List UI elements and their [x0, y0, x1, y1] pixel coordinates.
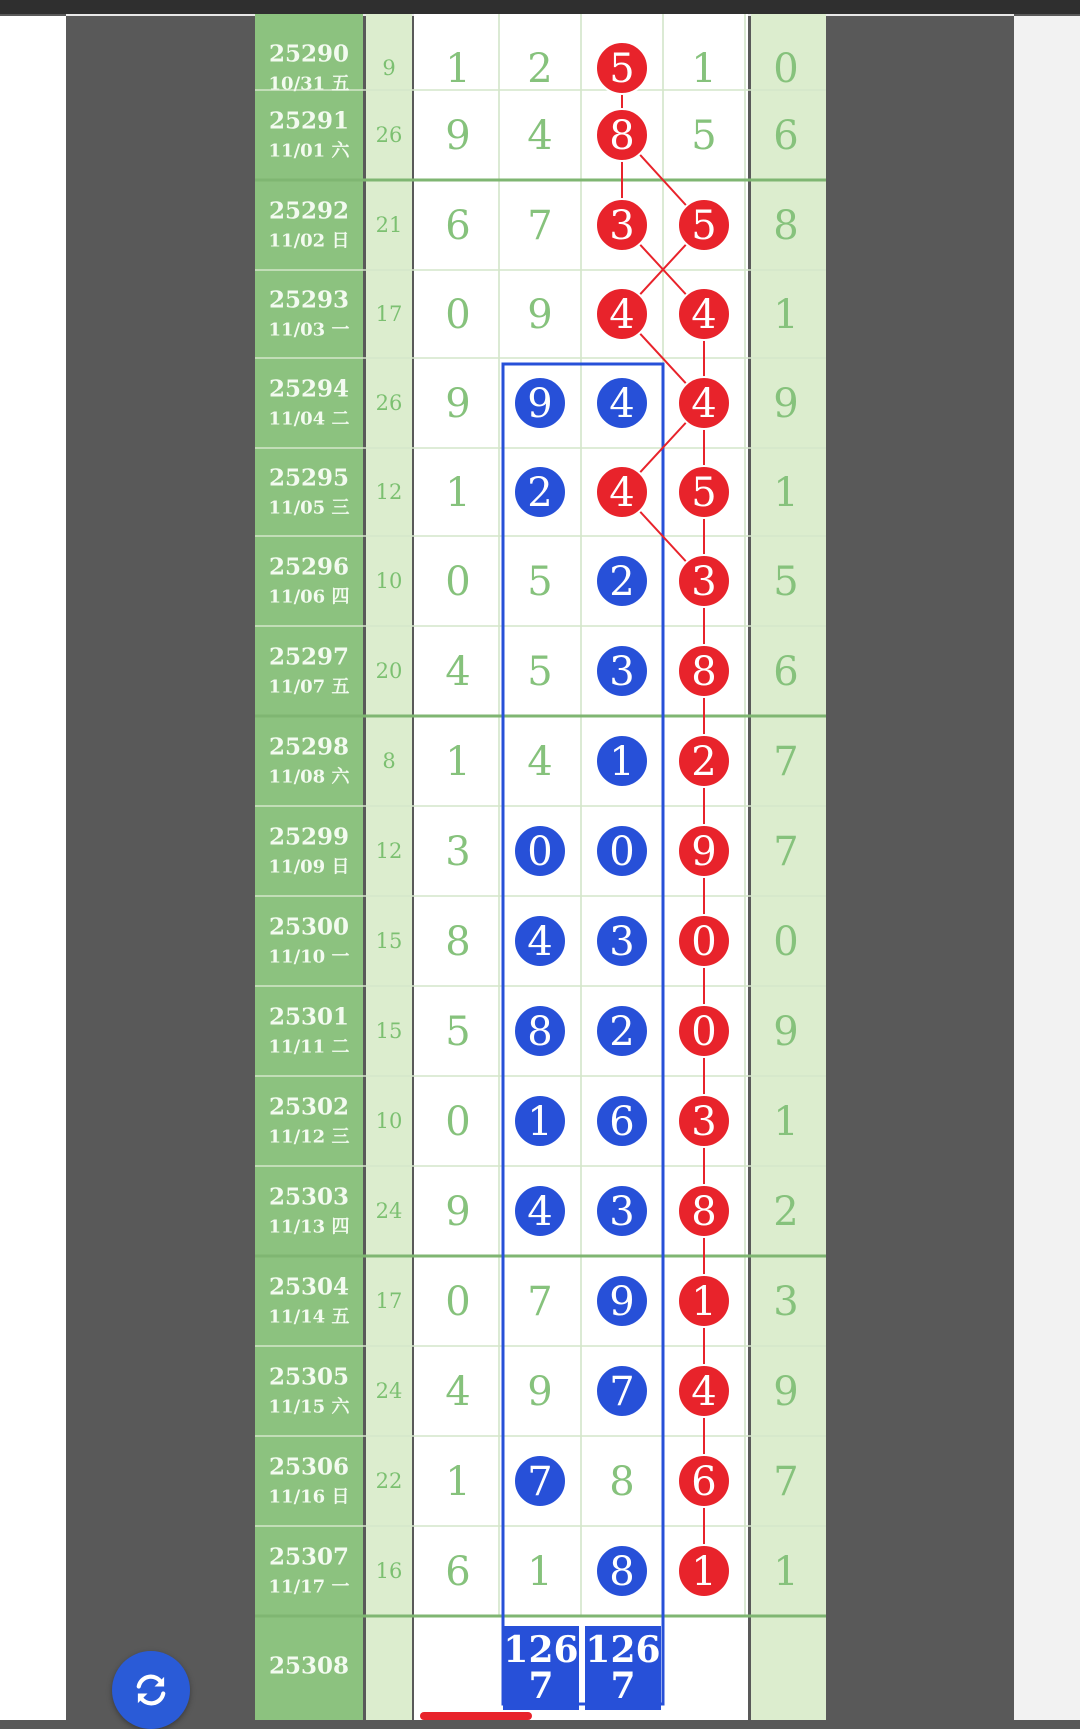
digit: 2 — [773, 1189, 799, 1235]
issue-date: 11/05 三 — [268, 497, 350, 519]
digit: 0 — [773, 46, 799, 92]
digit: 0 — [445, 559, 471, 605]
issue-number: 25295 — [268, 464, 350, 492]
blue-ball-digit: 4 — [609, 381, 635, 427]
forecast-col2-line2: 7 — [610, 1665, 636, 1707]
digit: 6 — [445, 203, 471, 249]
blue-ball-digit: 9 — [527, 381, 553, 427]
digit: 0 — [445, 1279, 471, 1325]
issue-date: 11/03 一 — [268, 319, 350, 341]
issue-date: 11/08 六 — [268, 766, 350, 788]
digit: 9 — [773, 1369, 799, 1415]
digit: 1 — [691, 46, 717, 92]
refresh-icon — [130, 1669, 172, 1711]
digit: 5 — [445, 1009, 471, 1055]
red-ball-digit: 3 — [691, 559, 717, 605]
issue-date: 11/13 四 — [268, 1216, 350, 1238]
blue-ball-digit: 1 — [609, 739, 635, 785]
red-ball-digit: 1 — [691, 1549, 717, 1595]
red-ball-digit: 5 — [609, 46, 635, 92]
sum-value: 12 — [375, 839, 403, 863]
red-ball-digit: 8 — [609, 113, 635, 159]
red-ball-digit: 3 — [691, 1099, 717, 1145]
issue-number: 25291 — [268, 107, 350, 135]
forecast-col2-line1: 126 — [585, 1629, 661, 1671]
issue-date: 11/11 二 — [268, 1036, 350, 1058]
blue-ball-digit: 2 — [609, 1009, 635, 1055]
sum-value: 22 — [375, 1469, 403, 1493]
red-ball-digit: 1 — [691, 1279, 717, 1325]
digit: 7 — [527, 203, 553, 249]
digit: 6 — [773, 113, 799, 159]
red-ball-digit: 2 — [691, 739, 717, 785]
digit: 1 — [445, 46, 471, 92]
sum-value: 20 — [375, 659, 403, 683]
digit: 5 — [773, 559, 799, 605]
blue-ball-digit: 7 — [527, 1459, 553, 1505]
red-ball-digit: 5 — [691, 470, 717, 516]
red-ball-digit: 0 — [691, 1009, 717, 1055]
digit: 5 — [527, 559, 553, 605]
digit: 4 — [527, 739, 553, 785]
digit: 1 — [773, 292, 799, 338]
issue-number: 25293 — [268, 286, 350, 314]
sum-value: 15 — [375, 929, 403, 953]
issue-date: 11/17 一 — [268, 1576, 350, 1598]
digit: 9 — [773, 1009, 799, 1055]
issue-date: 11/02 日 — [268, 230, 350, 252]
sum-value: 8 — [382, 749, 396, 773]
digit: 8 — [445, 919, 471, 965]
red-ball-digit: 9 — [691, 829, 717, 875]
forecast-issue-number: 25308 — [268, 1652, 350, 1680]
digit: 8 — [773, 203, 799, 249]
digit: 1 — [773, 1549, 799, 1595]
red-ball-digit: 4 — [691, 381, 717, 427]
blue-ball-digit: 3 — [609, 649, 635, 695]
digit: 0 — [445, 1099, 471, 1145]
sum-value: 10 — [375, 1109, 403, 1133]
digit: 4 — [527, 113, 553, 159]
digit: 9 — [527, 1369, 553, 1415]
issue-date: 11/01 六 — [268, 140, 350, 162]
issue-number: 25296 — [268, 553, 350, 581]
digit: 3 — [445, 829, 471, 875]
sum-value: 24 — [375, 1199, 403, 1223]
sum-value: 26 — [375, 123, 403, 147]
red-ball-digit: 3 — [609, 203, 635, 249]
digit: 1 — [527, 1549, 553, 1595]
issue-number: 25290 — [268, 40, 350, 68]
blue-ball-digit: 3 — [609, 1189, 635, 1235]
sum-value: 24 — [375, 1379, 403, 1403]
issue-number: 25297 — [268, 643, 350, 671]
bottom-red-tab[interactable] — [420, 1712, 532, 1720]
digit: 1 — [445, 470, 471, 516]
blue-ball-digit: 2 — [527, 470, 553, 516]
digit: 5 — [691, 113, 717, 159]
red-ball-digit: 4 — [609, 470, 635, 516]
digit: 7 — [773, 1459, 799, 1505]
issue-number: 25301 — [268, 1003, 350, 1031]
sum-value: 17 — [375, 302, 403, 326]
sum-value: 16 — [375, 1559, 403, 1583]
digit: 9 — [773, 381, 799, 427]
sum-value: 15 — [375, 1019, 403, 1043]
digit: 3 — [773, 1279, 799, 1325]
digit: 1 — [773, 1099, 799, 1145]
digit: 1 — [445, 739, 471, 785]
issue-date: 11/15 六 — [268, 1396, 350, 1418]
issue-date: 11/16 日 — [268, 1486, 350, 1508]
digit: 4 — [445, 1369, 471, 1415]
refresh-button[interactable] — [112, 1651, 190, 1729]
digit: 9 — [445, 113, 471, 159]
blue-ball-digit: 8 — [527, 1009, 553, 1055]
digit: 7 — [773, 739, 799, 785]
issue-date: 11/12 三 — [268, 1126, 350, 1148]
blue-ball-digit: 7 — [609, 1369, 635, 1415]
sum-value: 21 — [375, 213, 403, 237]
sum-value: 10 — [375, 569, 403, 593]
issue-number: 25300 — [268, 913, 350, 941]
digit: 7 — [527, 1279, 553, 1325]
issue-number: 25298 — [268, 733, 350, 761]
issue-number: 25303 — [268, 1183, 350, 1211]
issue-date: 11/04 二 — [268, 408, 350, 430]
red-ball-digit: 4 — [691, 1369, 717, 1415]
digit: 1 — [773, 470, 799, 516]
issue-date: 11/07 五 — [268, 676, 350, 698]
sum-value: 9 — [382, 56, 396, 80]
issue-number: 25302 — [268, 1093, 350, 1121]
digit: 9 — [445, 381, 471, 427]
digit: 6 — [445, 1549, 471, 1595]
issue-number: 25299 — [268, 823, 350, 851]
blue-ball-digit: 6 — [609, 1099, 635, 1145]
blue-ball-digit: 0 — [609, 829, 635, 875]
blue-ball-digit: 4 — [527, 1189, 553, 1235]
blue-ball-digit: 9 — [609, 1279, 635, 1325]
blue-ball-digit: 2 — [609, 559, 635, 605]
issue-number: 25304 — [268, 1273, 350, 1301]
issue-number: 25305 — [268, 1363, 350, 1391]
issue-date: 11/09 日 — [268, 856, 350, 878]
digit: 5 — [527, 649, 553, 695]
issue-number: 25306 — [268, 1453, 350, 1481]
sum-value: 17 — [375, 1289, 403, 1313]
issue-date: 11/10 一 — [268, 946, 350, 968]
red-ball-digit: 0 — [691, 919, 717, 965]
digit: 1 — [445, 1459, 471, 1505]
issue-number: 25292 — [268, 197, 350, 225]
sum-value: 26 — [375, 391, 403, 415]
issue-date: 11/06 四 — [268, 586, 350, 608]
red-ball-digit: 8 — [691, 649, 717, 695]
digit: 0 — [445, 292, 471, 338]
blue-ball-digit: 1 — [527, 1099, 553, 1145]
forecast-col1-line1: 126 — [503, 1629, 579, 1671]
digit: 7 — [773, 829, 799, 875]
digit: 6 — [773, 649, 799, 695]
digit: 9 — [527, 292, 553, 338]
red-ball-digit: 5 — [691, 203, 717, 249]
blue-ball-digit: 0 — [527, 829, 553, 875]
red-ball-digit: 4 — [609, 292, 635, 338]
sum-value: 12 — [375, 480, 403, 504]
blue-ball-digit: 3 — [609, 919, 635, 965]
red-ball-digit: 4 — [691, 292, 717, 338]
issue-date: 10/31 五 — [268, 73, 350, 95]
red-ball-digit: 6 — [691, 1459, 717, 1505]
issue-number: 25307 — [268, 1543, 350, 1571]
blue-ball-digit: 8 — [609, 1549, 635, 1595]
digit: 9 — [445, 1189, 471, 1235]
red-ball-digit: 8 — [691, 1189, 717, 1235]
digit: 8 — [609, 1459, 635, 1505]
issue-number: 25294 — [268, 375, 350, 403]
blue-ball-digit: 4 — [527, 919, 553, 965]
digit: 0 — [773, 919, 799, 965]
forecast-col1-line2: 7 — [528, 1665, 554, 1707]
digit: 4 — [445, 649, 471, 695]
digit: 2 — [527, 46, 553, 92]
issue-date: 11/14 五 — [268, 1306, 350, 1328]
